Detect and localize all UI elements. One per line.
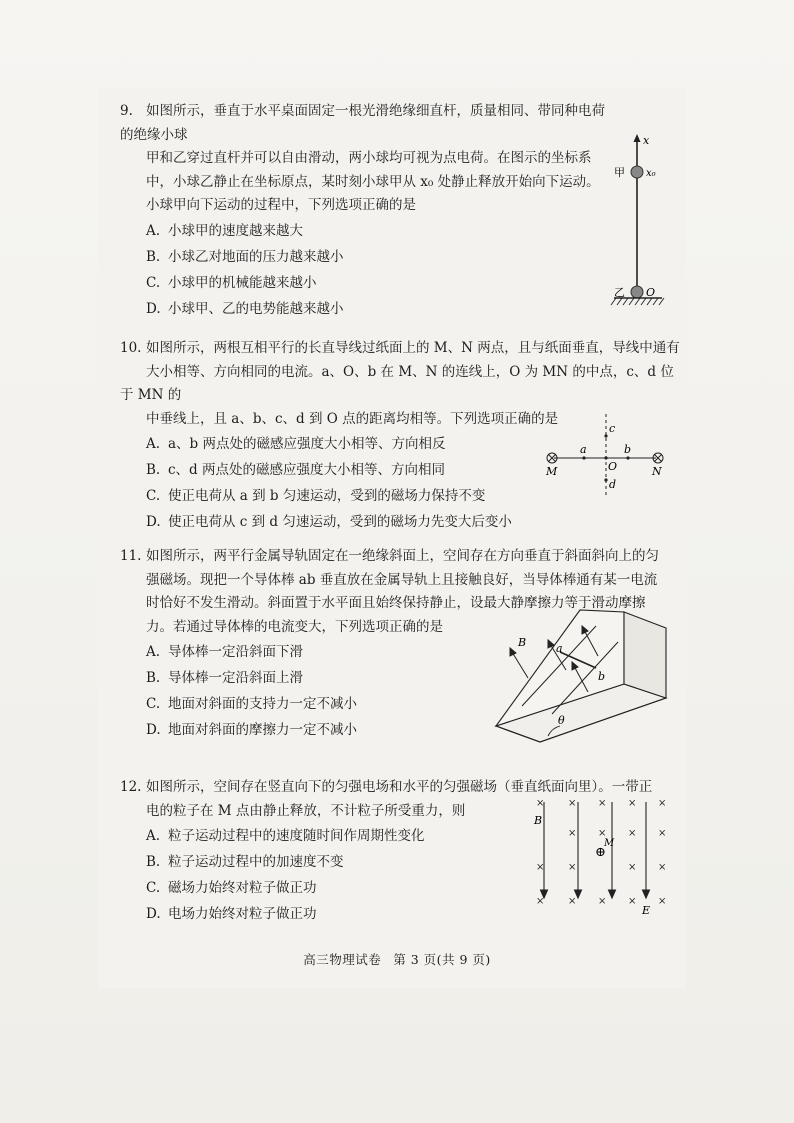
positive-particle: ⊕ (595, 845, 606, 860)
label-a: a (556, 642, 563, 655)
exam-title: 高三物理试卷 (303, 952, 382, 967)
svg-text:×: × (658, 798, 667, 809)
label-d: d (609, 478, 617, 491)
option-text: 电场力始终对粒子做正功 (168, 906, 317, 922)
point-d (604, 478, 607, 481)
question-number: 12. (120, 779, 142, 795)
option-text: 导体棒一定沿斜面下滑 (168, 644, 303, 660)
axis-arrow (634, 134, 641, 142)
stem-line: 如图所示，两根互相平行的长直导线过纸面上的 M、N 两点，且与纸面垂直，导线中通有 (146, 340, 680, 356)
option-text: 小球乙对地面的压力越来越小 (168, 248, 344, 265)
label-theta: θ (558, 714, 565, 727)
option-c (146, 270, 610, 296)
option-a (146, 218, 610, 244)
label-o: O (608, 460, 618, 473)
question-number: 9. (120, 103, 133, 119)
stem-line: 如图所示，空间存在竖直向下的匀强电场和水平的匀强磁场（垂直纸面向里）。一带正 (146, 779, 653, 795)
option-label: C. (146, 880, 161, 896)
option-text: c、d 两点处的磁感应强度大小相等、方向相同 (168, 462, 445, 478)
svg-text:×: × (536, 862, 545, 873)
point-a (582, 456, 585, 459)
stem-line: 中垂线上，且 a、b、c、d 到 O 点的距离均相等。下列选项正确的是 (146, 410, 559, 427)
stem-line: 时恰好不发生滑动。斜面置于水平面且始终保持静止，设最大静摩擦力等于滑动摩擦 (146, 595, 646, 611)
label-n: N (652, 465, 662, 478)
question-9-stem (120, 100, 610, 218)
option-label: A. (146, 222, 161, 239)
ground-hatch (611, 298, 664, 305)
option-label: C. (146, 488, 161, 504)
ball-yi (631, 286, 643, 298)
option-label: B. (146, 462, 161, 478)
option-text: 地面对斜面的摩擦力一定不减小 (168, 722, 357, 738)
svg-text:×: × (536, 896, 545, 907)
svg-text:×: × (628, 828, 637, 839)
label-m: M (604, 838, 615, 849)
ball-jia-label: 甲 (614, 166, 625, 179)
option-label: A. (146, 644, 161, 660)
label-m: M (546, 465, 558, 478)
figure-q9 (600, 130, 680, 310)
point-c (604, 434, 607, 437)
svg-text:×: × (628, 862, 637, 873)
option-text: 使正电荷从 a 到 b 匀速运动，受到的磁场力保持不变 (168, 488, 486, 504)
option-d (146, 296, 610, 322)
page-footer (0, 950, 794, 968)
option-text: 磁场力始终对粒子做正功 (168, 880, 317, 896)
svg-text:×: × (598, 798, 607, 809)
option-text: 使正电荷从 c 到 d 匀速运动，受到的磁场力先变大后变小 (168, 514, 512, 530)
stem-line: 如图所示，两平行金属导轨固定在一绝缘斜面上，空间存在方向垂直于斜面斜向上的匀 (146, 548, 659, 564)
svg-text:×: × (628, 896, 637, 907)
label-e-field: E (642, 904, 651, 917)
point-b (626, 456, 629, 459)
question-number: 10. (120, 340, 142, 356)
option-label: D. (146, 906, 161, 922)
stem-line: 电的粒子在 M 点由静止释放，不计粒子所受重力，则 (146, 802, 466, 819)
option-label: A. (146, 436, 161, 452)
stem-line: 大小相等、方向相同的电流。a、O、b 在 M、N 的连线上，O 为 MN 的中点，c、d 位于 MN 的 (120, 363, 674, 403)
label-b: b (624, 443, 632, 456)
option-text: a、b 两点处的磁感应强度大小相等、方向相反 (168, 436, 446, 452)
option-text: 小球甲的速度越来越大 (168, 222, 303, 239)
label-b-field: B (534, 814, 543, 827)
question-number: 11. (120, 548, 142, 564)
option-d (146, 509, 680, 535)
option-text: 小球甲的机械能越来越小 (168, 274, 317, 291)
option-text: 地面对斜面的支持力一定不减小 (168, 696, 357, 712)
svg-text:×: × (658, 828, 667, 839)
option-label: C. (146, 274, 161, 291)
stem-line: 强磁场。现把一个导体棒 ab 垂直放在金属导轨上且接触良好，当导体棒通有某一电流 (146, 571, 658, 588)
svg-text:×: × (628, 798, 637, 809)
svg-text:×: × (568, 798, 577, 809)
svg-text:×: × (568, 828, 577, 839)
label-b: b (598, 670, 606, 683)
option-label: D. (146, 300, 161, 317)
svg-text:×: × (536, 798, 545, 809)
svg-text:×: × (568, 862, 577, 873)
option-label: A. (146, 828, 161, 844)
option-b (146, 244, 610, 270)
svg-text:×: × (598, 828, 607, 839)
option-label: D. (146, 722, 161, 738)
axis-label: x (643, 134, 650, 147)
label-b-field: B (518, 636, 527, 649)
ball-jia (631, 166, 643, 178)
x0-label: x₀ (646, 168, 656, 179)
option-label: B. (146, 670, 161, 686)
stem-line: 力。若通过导体棒的电流变大，下列选项正确的是 (146, 618, 443, 635)
option-label: C. (146, 696, 161, 712)
stem-line: 甲和乙穿过直杆并可以自由滑动，两小球均可视为点电荷。在图示的坐标系 (146, 150, 592, 166)
option-label: D. (146, 514, 161, 530)
svg-text:×: × (658, 896, 667, 907)
page-number: 第 3 页(共 9 页) (393, 952, 491, 967)
figure-q11 (490, 608, 672, 746)
option-label: B. (146, 248, 161, 265)
label-c: c (609, 422, 616, 435)
origin-label: O (646, 286, 656, 299)
option-text: 粒子运动过程中的速度随时间作周期性变化 (168, 828, 425, 844)
figure-q12 (524, 794, 674, 944)
stem-line: 如图所示，垂直于水平桌面固定一根光滑绝缘细直杆，质量相同、带同种电荷的绝缘小球 (120, 103, 605, 143)
label-a: a (580, 443, 587, 456)
option-text: 小球甲、乙的电势能越来越小 (168, 300, 344, 317)
svg-text:×: × (658, 862, 667, 873)
ball-yi-label: 乙 (614, 286, 625, 299)
option-text: 粒子运动过程中的加速度不变 (168, 854, 344, 870)
figure-q10 (538, 408, 672, 500)
option-label: B. (146, 854, 161, 870)
stem-line: 中，小球乙静止在坐标原点，某时刻小球甲从 x₀ 处静止释放开始向下运动。 (146, 173, 600, 190)
incline-side (624, 612, 666, 698)
svg-text:×: × (568, 896, 577, 907)
svg-text:×: × (598, 896, 607, 907)
question-9 (120, 100, 610, 322)
stem-line: 小球甲向下运动的过程中，下列选项正确的是 (146, 197, 416, 213)
option-text: 导体棒一定沿斜面上滑 (168, 670, 303, 686)
